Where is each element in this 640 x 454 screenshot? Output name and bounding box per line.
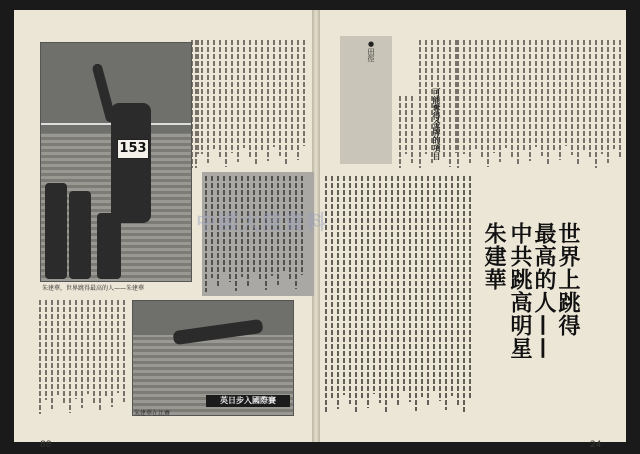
athlete-bib: 153 bbox=[117, 139, 149, 159]
headline-line-1: 世界上跳得 bbox=[555, 222, 580, 337]
photo2-caption: 朱建華在比賽 bbox=[134, 410, 171, 417]
headline-line-3: 中共跳高明星 bbox=[507, 222, 532, 360]
headline-line-4: 朱建華 bbox=[481, 222, 506, 291]
right-page-number: 24 bbox=[590, 440, 602, 450]
headline-line-2: 最高的人—— bbox=[531, 222, 556, 360]
photo2-banner: 英日步入國際賽 bbox=[206, 395, 290, 407]
left-page-number: 88 bbox=[40, 440, 52, 450]
photo1-caption: 朱建華，世界跳得最高的人——朱建華 bbox=[42, 285, 145, 292]
byline: ●田徑 bbox=[367, 40, 375, 62]
subhead: 可能奪得金牌的項目 bbox=[432, 88, 442, 160]
watermark: 中國大陸資料 bbox=[196, 210, 328, 234]
